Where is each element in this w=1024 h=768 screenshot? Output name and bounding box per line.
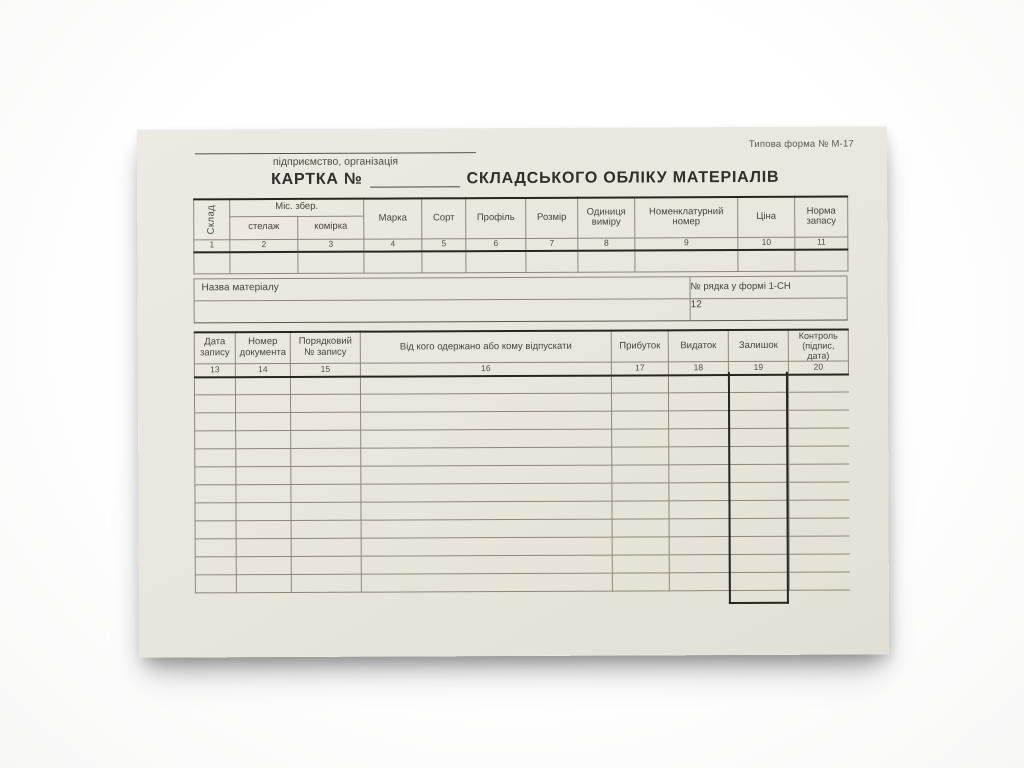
ledger-empty-cell xyxy=(668,375,728,393)
col-header-vydatok: Видаток xyxy=(668,330,728,362)
col-header-vid-koho: Від кого одержано або кому відпускати xyxy=(360,331,611,364)
ledger-empty-row xyxy=(195,572,849,593)
ledger-empty-cell xyxy=(195,575,236,593)
ledger-empty-cell xyxy=(789,446,849,464)
ledger-empty-cell xyxy=(669,393,729,411)
ledger-empty-cell xyxy=(361,447,612,466)
spec-empty-cell xyxy=(526,251,578,272)
ledger-empty-cell xyxy=(669,555,729,573)
row-ref-value: 12 xyxy=(690,299,702,311)
form-code-label: Типова форма № М-17 xyxy=(748,138,854,150)
ledger-empty-cell xyxy=(195,449,236,467)
ledger-empty-cell xyxy=(612,429,669,447)
ledger-empty-cell xyxy=(361,537,612,556)
col-number: 15 xyxy=(290,363,360,376)
ledger-empty-cell xyxy=(195,503,236,521)
ledger-empty-cell xyxy=(612,573,669,591)
col-header-data-zapysu: Дата запису xyxy=(194,332,235,364)
ledger-empty-cell xyxy=(195,539,236,557)
col-header-stelazh: стелаж xyxy=(230,216,298,239)
ledger-empty-cell xyxy=(360,375,611,394)
col-header-norma: Норма запасу xyxy=(795,197,848,237)
ledger-empty-cell xyxy=(236,485,291,503)
ledger-empty-cell xyxy=(728,375,788,393)
col-header-prybutok: Прибуток xyxy=(611,330,668,362)
ledger-empty-cell xyxy=(291,574,361,592)
ledger-empty-cell xyxy=(291,538,361,556)
ledger-empty-cell xyxy=(612,483,669,501)
spec-empty-cell xyxy=(466,251,526,272)
col-number: 13 xyxy=(194,364,235,377)
col-number: 19 xyxy=(728,362,788,375)
card-title-row xyxy=(271,169,779,189)
spec-empty-cell xyxy=(795,250,848,271)
ledger-empty-cell xyxy=(612,537,669,555)
card-number-blank xyxy=(370,173,460,187)
ledger-empty-cell xyxy=(290,376,360,394)
col-number: 9 xyxy=(635,237,738,250)
col-header-mis-zber: Міс. збер. xyxy=(230,199,364,217)
ledger-empty-cell xyxy=(789,482,849,500)
col-header-zalyshok: Залишок xyxy=(728,330,788,362)
col-number: 3 xyxy=(298,239,364,252)
ledger-empty-cell xyxy=(236,395,291,413)
ledger-empty-cell xyxy=(361,501,612,520)
row-ref-box xyxy=(690,277,847,321)
ledger-empty-cell xyxy=(236,467,291,485)
ledger-empty-cell xyxy=(195,467,236,485)
ledger-empty-cell xyxy=(612,555,669,573)
ledger-empty-cell xyxy=(236,431,291,449)
col-number: 16 xyxy=(360,362,611,376)
ledger-empty-cell xyxy=(361,411,612,430)
col-number: 10 xyxy=(738,237,795,250)
stock-card-paper xyxy=(137,126,889,657)
spec-empty-cell xyxy=(578,250,635,271)
col-header-sort: Сорт xyxy=(422,198,466,238)
ledger-empty-cell xyxy=(361,465,612,484)
card-title: КАРТКА № xyxy=(271,170,363,189)
col-header-profil: Профіль xyxy=(466,198,526,238)
spec-empty-cell xyxy=(635,250,738,271)
ledger-empty-cell xyxy=(361,483,612,502)
col-header-kontrol: Контроль (підпис, дата) xyxy=(788,330,848,362)
ledger-empty-cell xyxy=(236,449,291,467)
ledger-empty-cell xyxy=(291,502,361,520)
row-ref-label: № рядка у формі 1-СН xyxy=(690,280,791,293)
ledger-empty-cell xyxy=(669,573,729,591)
ledger-empty-cell xyxy=(729,465,789,483)
col-header-nomer-dokumenta: Номер документа xyxy=(235,332,290,364)
ledger-empty-cell xyxy=(195,431,236,449)
col-number: 20 xyxy=(788,361,848,374)
ledger-empty-cell xyxy=(195,557,236,575)
ledger-empty-cell xyxy=(291,520,361,538)
ledger-empty-cell xyxy=(789,428,849,446)
organization-caption: підприємство, організація xyxy=(272,155,399,169)
ledger-empty-cell xyxy=(612,501,669,519)
col-number: 1 xyxy=(194,239,230,252)
spec-empty-cell xyxy=(230,252,298,273)
ledger-empty-cell xyxy=(291,412,361,430)
ledger-empty-cell xyxy=(195,521,236,539)
col-number: 14 xyxy=(235,364,290,377)
col-number: 8 xyxy=(578,237,635,250)
spec-table xyxy=(193,196,848,274)
ledger-empty-cell xyxy=(789,572,849,590)
spec-empty-cell xyxy=(738,250,795,271)
col-number: 6 xyxy=(466,238,526,251)
ledger-empty-cell xyxy=(361,573,612,592)
ledger-empty-cell xyxy=(729,537,789,555)
ledger-empty-cell xyxy=(236,539,291,557)
ledger-empty-cell xyxy=(236,557,291,575)
ledger-empty-cell xyxy=(236,503,291,521)
ledger-empty-cell xyxy=(669,537,729,555)
ledger-empty-cell xyxy=(291,466,361,484)
col-header-odynytsia: Одиниця виміру xyxy=(578,197,635,237)
col-header-komirka: комірка xyxy=(298,216,364,239)
ledger-empty-cell xyxy=(789,536,849,554)
ledger-empty-cell xyxy=(789,410,849,428)
col-header-tsina: Ціна xyxy=(738,197,795,237)
ledger-empty-cell xyxy=(789,518,849,536)
col-header-sklad xyxy=(194,199,230,239)
ledger-empty-cell xyxy=(612,447,669,465)
col-number: 17 xyxy=(611,362,668,375)
ledger-empty-cell xyxy=(669,483,729,501)
col-header-poriadkovyi: Порядковий № запису xyxy=(290,332,360,364)
ledger-empty-cell xyxy=(611,375,668,393)
ledger-empty-cell xyxy=(291,484,361,502)
col-number: 4 xyxy=(364,238,422,251)
ledger-table xyxy=(194,329,850,594)
ledger-empty-cell xyxy=(236,575,291,593)
ledger-empty-cell xyxy=(669,447,729,465)
ledger-empty-cell xyxy=(729,501,789,519)
col-number: 11 xyxy=(795,237,848,250)
ledger-empty-cell xyxy=(789,392,849,410)
ledger-empty-cell xyxy=(194,377,235,395)
ledger-empty-cell xyxy=(361,429,612,448)
ledger-empty-cell xyxy=(729,429,789,447)
ledger-empty-cell xyxy=(669,501,729,519)
ledger-empty-cell xyxy=(729,555,789,573)
col-header-rozmir: Розмір xyxy=(526,198,578,238)
spec-empty-cell xyxy=(422,251,466,272)
ledger-empty-cell xyxy=(195,395,236,413)
ledger-empty-cell xyxy=(669,411,729,429)
ledger-empty-cell xyxy=(612,393,669,411)
ledger-empty-cell xyxy=(789,554,849,572)
ledger-empty-cell xyxy=(361,555,612,574)
ledger-empty-cell xyxy=(789,464,849,482)
organization-rule xyxy=(195,152,476,154)
ledger-empty-cell xyxy=(669,465,729,483)
ledger-empty-cell xyxy=(236,413,291,431)
ledger-empty-cell xyxy=(789,500,849,518)
col-number: 7 xyxy=(526,238,578,251)
main-title: СКЛАДСЬКОГО ОБЛІКУ МАТЕРІАЛІВ xyxy=(466,168,780,188)
ledger-empty-cell xyxy=(291,556,361,574)
col-number: 2 xyxy=(230,239,298,252)
spec-empty-cell xyxy=(364,251,422,272)
ledger-empty-cell xyxy=(729,411,789,429)
ledger-empty-cell xyxy=(669,519,729,537)
ledger-empty-cell xyxy=(291,448,361,466)
ledger-empty-cell xyxy=(729,447,789,465)
ledger-empty-cell xyxy=(729,483,789,501)
ledger-empty-cell xyxy=(291,430,361,448)
material-name-label: Назва матеріалу xyxy=(201,282,279,294)
ledger-empty-cell xyxy=(291,394,361,412)
material-name-box xyxy=(194,276,848,324)
ledger-empty-cell xyxy=(729,573,789,591)
spec-empty-cell xyxy=(194,252,230,273)
ledger-empty-cell xyxy=(361,519,612,538)
ledger-empty-cell xyxy=(612,411,669,429)
ledger-empty-cell xyxy=(361,393,612,412)
ledger-empty-cell xyxy=(612,465,669,483)
col-number: 5 xyxy=(422,238,466,251)
spec-empty-row xyxy=(194,250,848,274)
ledger-empty-cell xyxy=(669,429,729,447)
col-number: 18 xyxy=(668,362,728,375)
ledger-empty-cell xyxy=(195,485,236,503)
ledger-empty-cell xyxy=(612,519,669,537)
ledger-empty-cell xyxy=(195,413,236,431)
ledger-empty-cell xyxy=(235,377,290,395)
col-header-marka: Марка xyxy=(364,198,422,238)
col-header-nomenklaturnyi: Номенклатурний номер xyxy=(635,197,738,237)
ledger-empty-cell xyxy=(729,393,789,411)
ledger-body xyxy=(194,374,849,593)
sklad-vertical-label: Склад xyxy=(205,204,217,235)
spec-empty-cell xyxy=(298,252,364,273)
ledger-empty-cell xyxy=(729,519,789,537)
ledger-empty-cell xyxy=(788,374,848,392)
ledger-empty-cell xyxy=(236,521,291,539)
